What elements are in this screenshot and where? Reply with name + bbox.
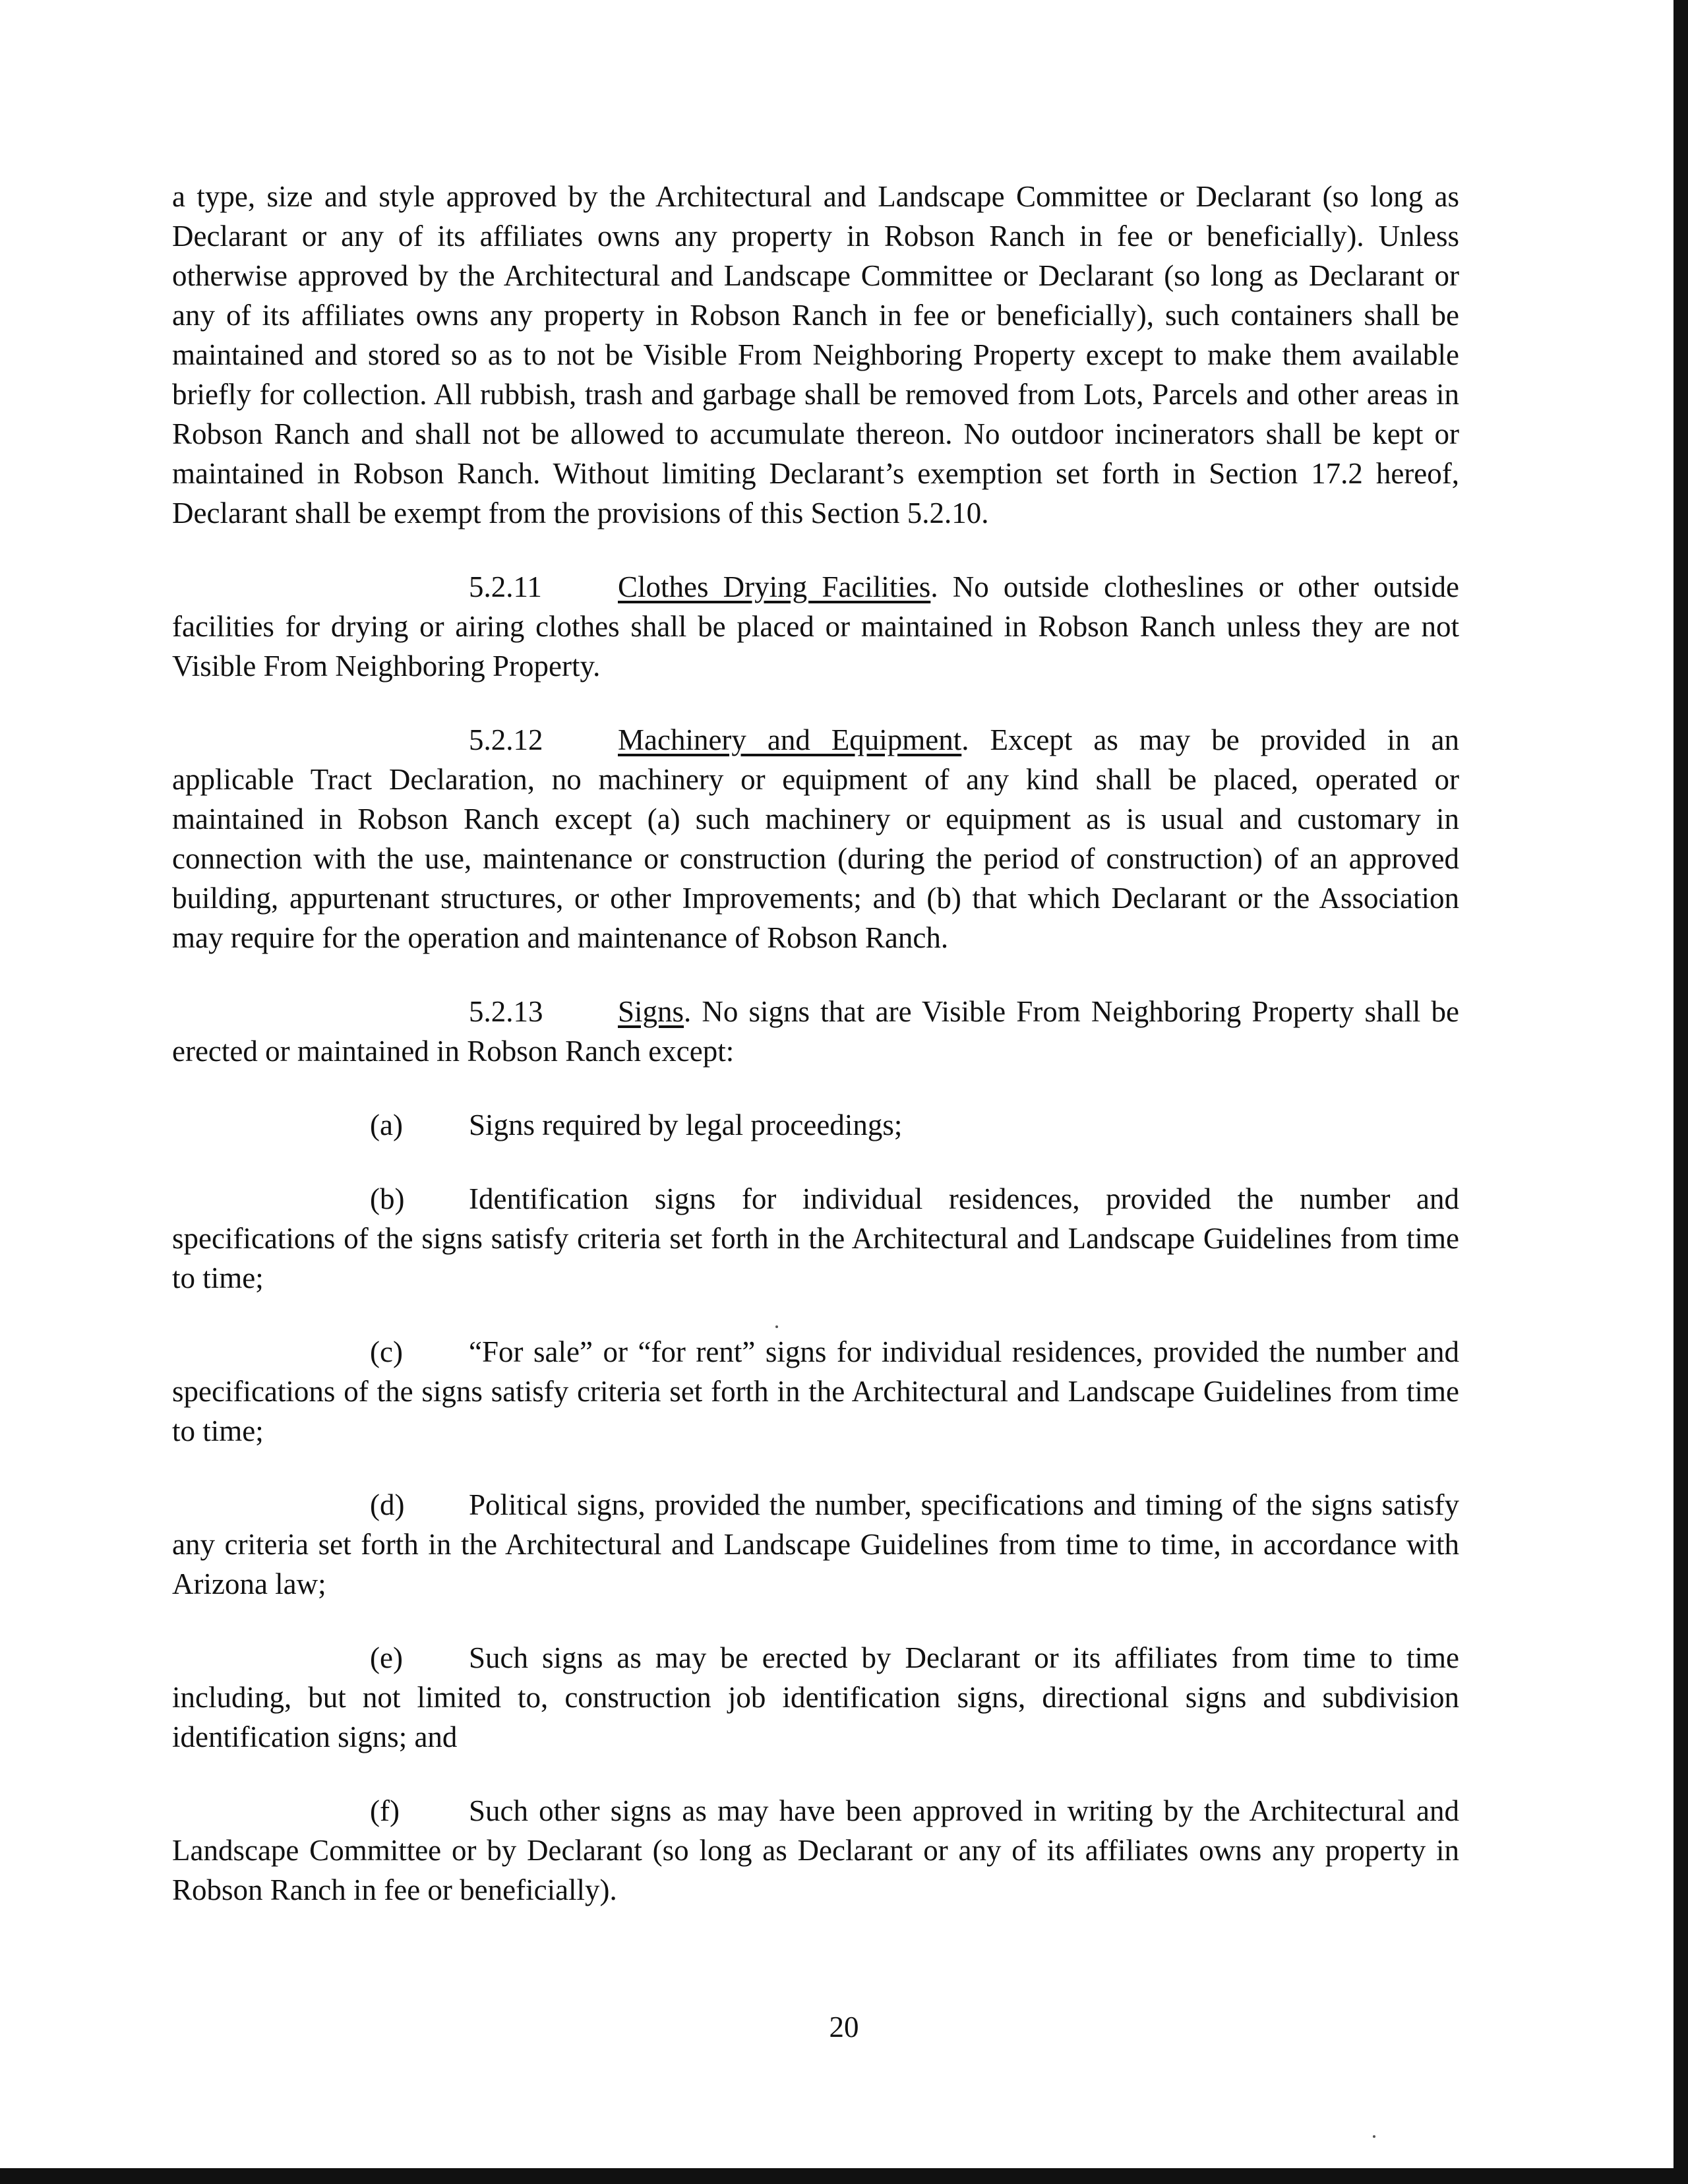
- section-number: 5.2.11: [469, 570, 542, 603]
- list-item-b: [172, 1179, 1459, 1298]
- list-item-c: [172, 1332, 1459, 1451]
- item-text: Identification signs for individual residences, provided the number and specifications of the signs satisfy criteria set forth in the Architectural and Landscape Guidelines from time to time;: [172, 1182, 1459, 1294]
- section-number: 5.2.12: [469, 723, 543, 756]
- document-body: [172, 177, 1459, 1910]
- section-number: 5.2.13: [469, 995, 543, 1028]
- section-5-2-11: [172, 567, 1459, 686]
- section-body: . Except as may be provided in an applicable Tract Declaration, no machinery or equipment of any kind shall be placed, operated or maintained in Robson Ranch except (a) such machinery or equipment as is usual and customary in connection with the use, maintenance or construction (during the period of construction) of an approved building, appurtenant structures, or other Improvements; and (b) that which Declarant or the Association may require for the operation and maintenance of Robson Ranch.: [172, 723, 1459, 954]
- section-title: Signs: [618, 995, 684, 1028]
- section-body: . No signs that are Visible From Neighboring Property shall be erected or maintained in Robson Ranch except:: [172, 995, 1459, 1068]
- section-5-2-12: [172, 720, 1459, 957]
- list-item-f: [172, 1791, 1459, 1910]
- intro-paragraph: a type, size and style approved by the Architectural and Landscape Committee or Declarant (so long as Declarant or any of its affiliates owns any property in Robson Ranch in fee or beneficially). Unless otherwise approved by the Architectural and Landscape Committee or Declarant (so long as Declarant or any of its affiliates owns any property in Robson Ranch in fee or beneficially), such containers shall be maintained and stored so as to not be Visible From Neighboring Property except to make them available briefly for collection. All rubbish, trash and garbage shall be removed from Lots, Parcels and other areas in Robson Ranch and shall not be allowed to accumulate thereon. No outdoor incinerators shall be kept or maintained in Robson Ranch. Without limiting Declarant’s exemption set forth in Section 17.2 hereof, Declarant shall be exempt from the provisions of this Section 5.2.10.: [172, 180, 1459, 530]
- section-body: . No outside clotheslines or other outside facilities for drying or airing clothes shall be placed or maintained in Robson Ranch unless they are not Visible From Neighboring Property.: [172, 570, 1459, 682]
- list-item-a: [172, 1105, 1459, 1145]
- scan-edge-bottom: [0, 2168, 1688, 2184]
- item-label: (a): [370, 1108, 403, 1141]
- section-title: Machinery and Equipment: [618, 723, 962, 756]
- list-item-d: [172, 1485, 1459, 1604]
- item-label: (e): [370, 1641, 403, 1674]
- item-label: (d): [370, 1488, 405, 1521]
- item-text: Such signs as may be erected by Declarant or its affiliates from time to time including, but not limited to, construction job identification signs, directional signs and subdivision identification signs; and: [172, 1641, 1459, 1753]
- scan-speck: [1373, 2135, 1375, 2138]
- list-item-e: [172, 1638, 1459, 1757]
- page-number: 20: [829, 2011, 859, 2044]
- item-label: (b): [370, 1182, 405, 1215]
- item-text: Such other signs as may have been approved in writing by the Architectural and Landscape Committee or by Declarant (so long as Declarant or any of its affiliates owns any property in Robson Ranch in fee or beneficially).: [172, 1794, 1459, 1906]
- item-text: “For sale” or “for rent” signs for individual residences, provided the number and specifications of the signs satisfy criteria set forth in the Architectural and Landscape Guidelines from time to time;: [172, 1335, 1459, 1447]
- section-5-2-13: [172, 992, 1459, 1071]
- item-text: Political signs, provided the number, specifications and timing of the signs satisfy any criteria set forth in the Architectural and Landscape Guidelines from time to time, in accordance with Arizona law;: [172, 1488, 1459, 1600]
- section-title: Clothes Drying Facilities: [618, 570, 931, 603]
- item-text: Signs required by legal proceedings;: [469, 1108, 903, 1141]
- item-label: (f): [370, 1794, 400, 1827]
- item-label: (c): [370, 1335, 403, 1368]
- scan-edge-right: [1673, 0, 1688, 2184]
